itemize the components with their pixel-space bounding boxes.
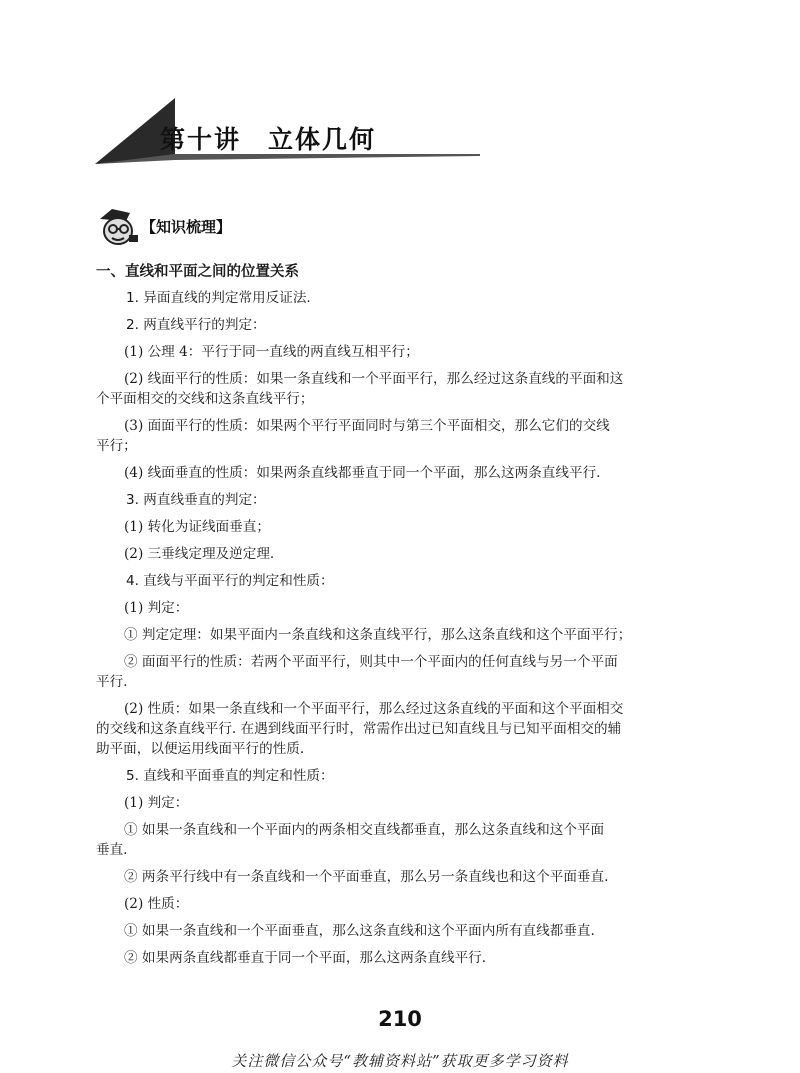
text-line: 4. 直线与平面平行的判定和性质：	[126, 573, 334, 589]
text-line: (1) 公理 4：平行于同一直线的两直线互相平行；	[124, 344, 419, 360]
list-item	[96, 894, 712, 914]
chapter-title: 第十讲 立体几何	[160, 125, 377, 154]
text-line: 1. 异面直线的判定常用反证法.	[126, 290, 311, 306]
list-item	[96, 652, 712, 692]
text-line: 5. 直线和平面垂直的判定和性质：	[126, 768, 334, 784]
list-item	[96, 921, 712, 941]
text-line: 助平面，以便运用线面平行的性质.	[96, 741, 305, 757]
subheading	[96, 288, 712, 308]
list-item	[96, 544, 712, 564]
list-item	[96, 369, 712, 409]
subheading	[96, 571, 712, 591]
subheading	[96, 766, 712, 786]
text-line: 垂直.	[96, 842, 128, 858]
list-item	[96, 517, 712, 537]
text-line: (1) 判定：	[124, 795, 189, 811]
list-item	[96, 820, 712, 860]
text-line: (4) 线面垂直的性质：如果两条直线都垂直于同一个平面，那么这两条直线平行.	[124, 465, 601, 481]
text-line: 个平面相交的交线和这条直线平行；	[96, 391, 314, 407]
subheading	[96, 490, 712, 510]
list-item	[96, 598, 712, 618]
text-line: ① 如果一条直线和一个平面内的两条相交直线都垂直，那么这条直线和这个平面	[124, 822, 605, 838]
footer-note: 关注微信公众号“教辅资料站”获取更多学习资料	[231, 1052, 569, 1070]
subheading	[96, 315, 712, 335]
list-item	[96, 948, 712, 968]
list-item	[96, 867, 712, 887]
list-item	[96, 699, 712, 759]
list-item	[96, 342, 712, 362]
text-line: (2) 三垂线定理及逆定理.	[124, 546, 275, 562]
list-item	[96, 416, 712, 456]
text-line: (1) 判定：	[124, 600, 189, 616]
list-item	[96, 463, 712, 483]
text-line: ② 面面平行的性质：若两个平面平行，则其中一个平面内的任何直线与另一个平面	[124, 654, 618, 670]
list-item	[96, 793, 712, 813]
text-line: 3. 两直线垂直的判定：	[126, 492, 266, 508]
text-line: ② 两条平行线中有一条直线和一个平面垂直，那么另一条直线也和这个平面垂直.	[124, 869, 609, 885]
text-line: 的交线和这条直线平行. 在遇到线面平行时，常需作出过已知直线且与已知平面相交的辅	[96, 721, 622, 737]
text-line: (3) 面面平行的性质：如果两个平行平面同时与第三个平面相交，那么它们的交线	[124, 418, 610, 434]
text-line: (1) 转化为证线面垂直；	[124, 519, 270, 535]
text-line: 2. 两直线平行的判定：	[126, 317, 266, 333]
item-list	[96, 288, 712, 968]
teacher-avatar-icon	[96, 207, 142, 251]
text-line: 平行.	[96, 674, 128, 690]
text-line: ① 判定定理：如果平面内一条直线和这条直线平行，那么这条直线和这个平面平行；	[124, 627, 632, 643]
content-body	[96, 262, 712, 975]
text-line: (2) 性质：	[124, 896, 189, 912]
text-line: 平行；	[96, 438, 137, 454]
section-label: 【知识梳理】	[141, 218, 232, 236]
text-line: (2) 线面平行的性质：如果一条直线和一个平面平行，那么经过这条直线的平面和这	[124, 371, 624, 387]
heading-level-1: 一、直线和平面之间的位置关系	[96, 264, 299, 280]
text-line: ① 如果一条直线和一个平面垂直，那么这条直线和这个平面内所有直线都垂直.	[124, 923, 595, 939]
text-line: ② 如果两条直线都垂直于同一个平面，那么这两条直线平行.	[124, 950, 487, 966]
text-line: (2) 性质：如果一条直线和一个平面平行，那么经过这条直线的平面和这个平面相交	[124, 701, 624, 717]
list-item	[96, 625, 712, 645]
page-number: 210	[378, 1007, 422, 1031]
